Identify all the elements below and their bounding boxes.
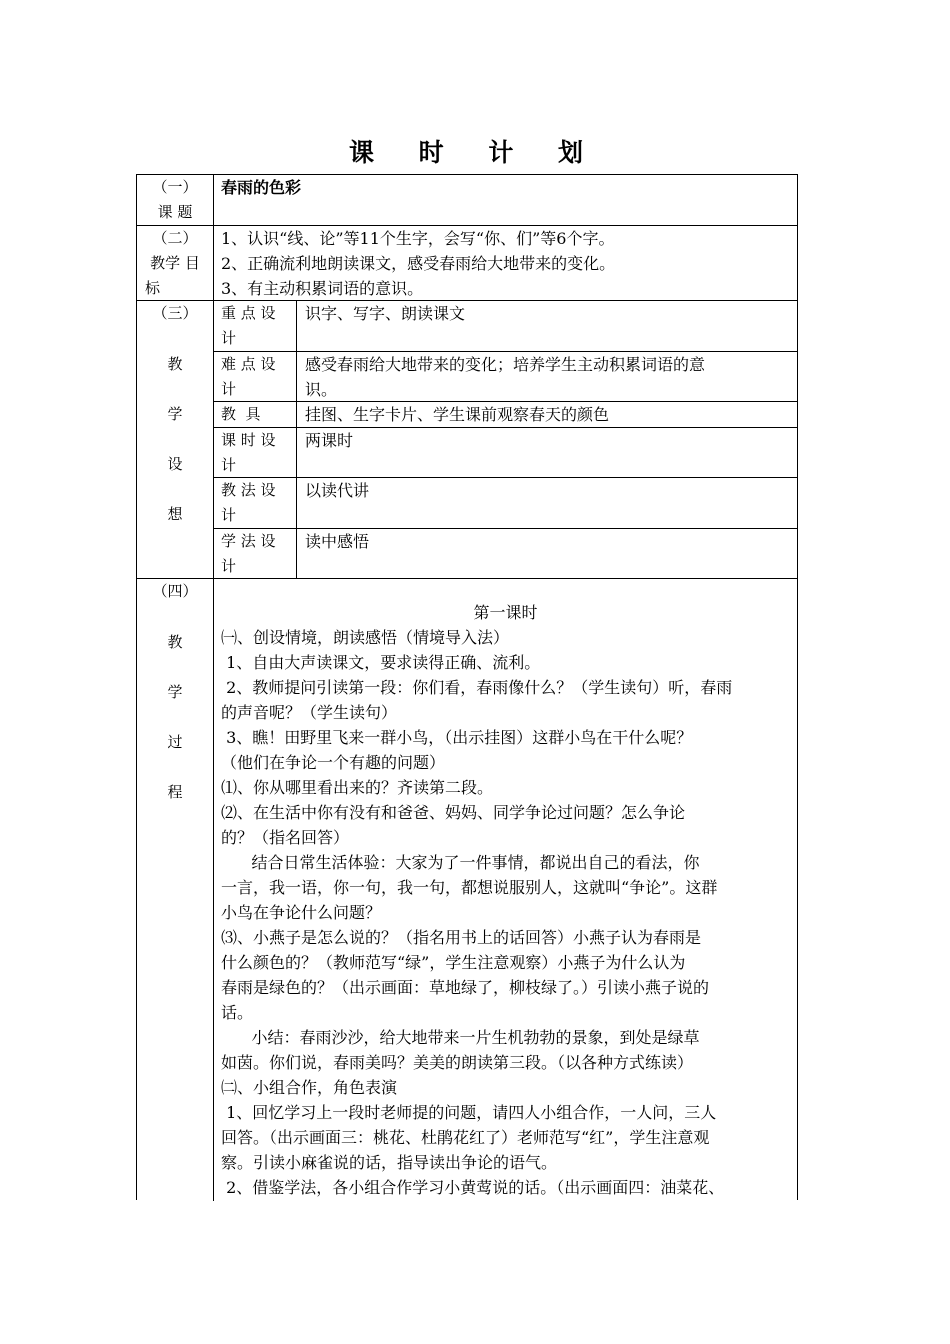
design-row-value-cont: 识。: [305, 380, 338, 399]
design-row-label-cont: 计: [221, 506, 237, 524]
section-2-number: （二）: [152, 229, 198, 247]
process-line: 春雨是绿色的？（出示画面：草地绿了，柳枝绿了。）引读小燕子说的: [221, 978, 710, 997]
process-line: 的？（指名回答）: [221, 828, 350, 847]
process-line: ⑶、小燕子是怎么说的？（指名用书上的话回答）小燕子认为春雨是: [221, 928, 702, 947]
design-row-value: 读中感悟: [305, 532, 370, 551]
section-1-label: 课 题: [157, 203, 193, 221]
process-line: ㈡、小组合作，角色表演: [221, 1078, 398, 1097]
design-row-label: 重 点 设: [221, 304, 276, 322]
section-3-label-char: 想: [167, 505, 183, 523]
process-line: 小鸟在争论什么问题？: [221, 903, 382, 922]
design-row-label-cont: 计: [221, 557, 237, 575]
section-1-number: （一）: [152, 178, 198, 196]
lesson-heading: 第一课时: [473, 603, 538, 622]
process-line: 一言，我一语，你一句，我一句，都想说服别人，这就叫“争论”。这群: [221, 878, 718, 897]
process-line: 2、教师提问引读第一段：你们看，春雨像什么？（学生读句）听，春雨: [221, 678, 733, 697]
design-row-label: 学 法 设: [221, 532, 276, 550]
process-line: 结合日常生活体验：大家为了一件事情，都说出自己的看法，你: [221, 853, 700, 872]
process-line: 的声音呢？（学生读句）: [221, 703, 398, 722]
process-line: （他们在争论一个有趣的问题）: [221, 753, 446, 772]
lesson-plan-table: [136, 174, 798, 1200]
process-line: 察。引读小麻雀说的话，指导读出争论的语气。: [221, 1153, 558, 1172]
section-4-label-char: 教: [167, 633, 183, 651]
design-row-value: 感受春雨给大地带来的变化；培养学生主动积累词语的意: [305, 355, 706, 374]
design-row-value: 挂图、生字卡片、学生课前观察春天的颜色: [305, 405, 610, 424]
section-3-label-char: 设: [167, 455, 183, 473]
design-row-value: 识字、写字、朗读课文: [305, 304, 466, 323]
process-line: 话。: [221, 1003, 254, 1022]
process-line: ⑵、在生活中你有没有和爸爸、妈妈、同学争论过问题？怎么争论: [221, 803, 686, 822]
design-row-value: 以读代讲: [305, 481, 370, 500]
page-title: 课 时 计 划: [348, 138, 602, 167]
design-row-label: 教 具: [221, 405, 261, 423]
design-row-label: 课 时 设: [221, 431, 276, 449]
process-line: 如茵。你们说，春雨美吗？美美的朗读第三段。（以各种方式练读）: [221, 1053, 694, 1072]
process-line: 3、瞧！田野里飞来一群小鸟，（出示挂图）这群小鸟在干什么呢？: [221, 728, 693, 747]
section-2-label-line1: 教学 目: [150, 254, 200, 272]
design-row-label-cont: 计: [221, 456, 237, 474]
process-line: 1、自由大声读课文，要求读得正确、流利。: [221, 653, 541, 672]
process-line: 回答。（出示画面三：桃花、杜鹃花红了）老师范写“红”，学生注意观: [221, 1128, 710, 1147]
design-row-value: 两课时: [305, 431, 354, 450]
process-line: 1、回忆学习上一段时老师提的问题，请四人小组合作，一人问，三人: [221, 1103, 717, 1122]
process-line: ⑴、你从哪里看出来的？齐读第二段。: [221, 778, 494, 797]
design-row-label: 教 法 设: [221, 481, 276, 499]
process-line: ㈠、创设情境，朗读感悟（情境导入法）: [221, 628, 510, 647]
goal-item: 1、认识“线、论”等11个生字，会写“你、们”等6个字。: [221, 229, 615, 248]
section-4-label-char: 程: [167, 783, 183, 801]
section-3-label-char: 教: [167, 355, 183, 373]
process-line: 小结：春雨沙沙，给大地带来一片生机勃勃的景象，到处是绿草: [221, 1028, 700, 1047]
process-line: 2、借鉴学法，各小组合作学习小黄莺说的话。（出示画面四：油菜花、: [221, 1178, 725, 1197]
section-2-label-line2: 标: [145, 279, 161, 297]
lesson-topic: 春雨的色彩: [221, 178, 302, 197]
design-row-label: 难 点 设: [221, 355, 276, 373]
section-4-label-char: 过: [167, 733, 183, 751]
design-row-label-cont: 计: [221, 380, 237, 398]
goal-item: 3、有主动积累词语的意识。: [221, 279, 424, 298]
section-4-label-char: 学: [167, 683, 183, 701]
design-row-label-cont: 计: [221, 329, 237, 347]
section-3-label-char: 学: [167, 405, 183, 423]
section-4-number: （四）: [152, 582, 198, 600]
section-3-number: （三）: [152, 304, 198, 322]
process-line: 什么颜色的？（教师范写“绿”，学生注意观察）小燕子为什么认为: [221, 953, 686, 972]
goal-item: 2、正确流利地朗读课文，感受春雨给大地带来的变化。: [221, 254, 616, 273]
